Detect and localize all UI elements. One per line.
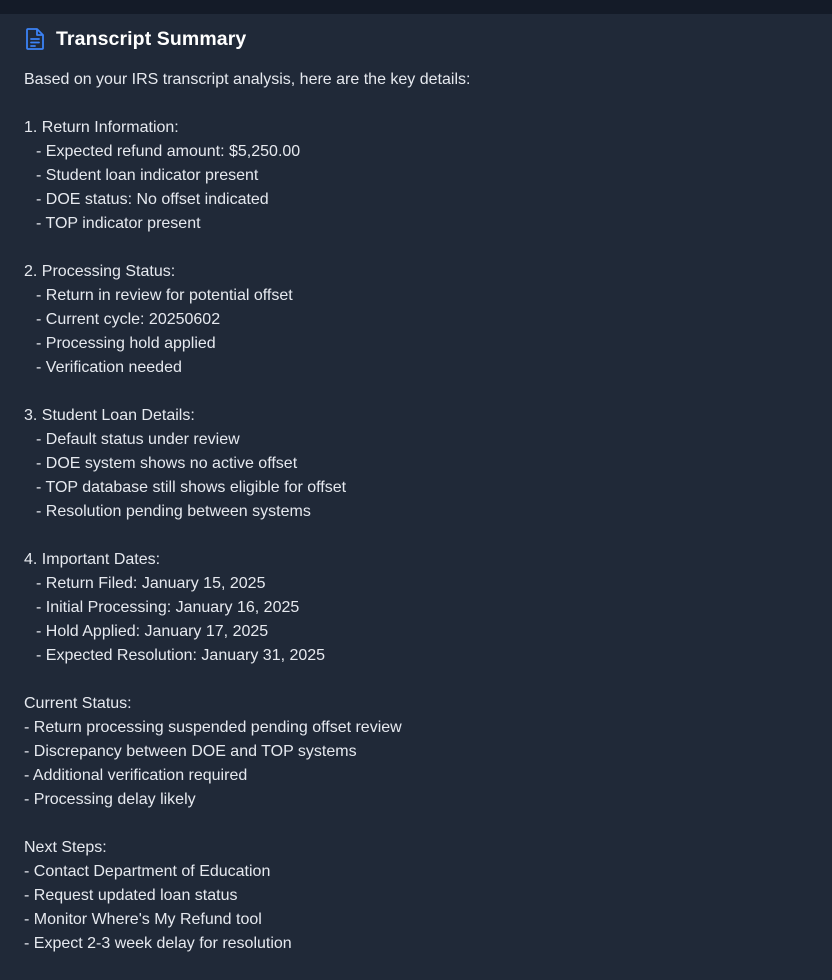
summary-content xyxy=(24,68,814,956)
list-item: - Expect 2-3 week delay for resolution xyxy=(24,935,292,952)
page-title: Transcript Summary xyxy=(56,27,247,50)
spacer xyxy=(24,92,814,116)
list-item: - Monitor Where's My Refund tool xyxy=(24,911,262,928)
list-item: - Expected refund amount: $5,250.00 xyxy=(36,143,301,160)
section-heading: 2. Processing Status: xyxy=(24,263,176,280)
list-item: - Discrepancy between DOE and TOP systems xyxy=(24,743,357,760)
list-item: - Expected Resolution: January 31, 2025 xyxy=(36,647,326,664)
list-item: - TOP indicator present xyxy=(36,215,201,232)
section-heading: 3. Student Loan Details: xyxy=(24,407,195,424)
spacer xyxy=(24,524,814,548)
document-icon xyxy=(24,27,46,51)
list-item: - DOE status: No offset indicated xyxy=(36,191,269,208)
spacer xyxy=(24,236,814,260)
list-item: - Default status under review xyxy=(36,431,240,448)
spacer xyxy=(24,380,814,404)
list-item: - Contact Department of Education xyxy=(24,863,271,880)
list-item: - Request updated loan status xyxy=(24,887,238,904)
list-item: - Additional verification required xyxy=(24,767,248,784)
list-item: - TOP database still shows eligible for offset xyxy=(36,479,347,496)
spacer xyxy=(24,812,814,836)
list-item: - Initial Processing: January 16, 2025 xyxy=(36,599,300,616)
list-item: - Return processing suspended pending offset review xyxy=(24,719,402,736)
list-item: - DOE system shows no active offset xyxy=(36,455,298,472)
list-item: - Hold Applied: January 17, 2025 xyxy=(36,623,269,640)
list-item: - Processing hold applied xyxy=(36,335,216,352)
section-heading: 4. Important Dates: xyxy=(24,551,161,568)
section-heading: 1. Return Information: xyxy=(24,119,179,136)
list-item: - Processing delay likely xyxy=(24,791,196,808)
spacer xyxy=(24,668,814,692)
list-item: - Resolution pending between systems xyxy=(36,503,311,520)
list-item: - Student loan indicator present xyxy=(36,167,259,184)
next-steps-heading: Next Steps: xyxy=(24,839,107,856)
top-bar xyxy=(0,0,832,14)
list-item: - Return in review for potential offset xyxy=(36,287,293,304)
panel-header xyxy=(24,26,246,52)
intro-text: Based on your IRS transcript analysis, here are the key details: xyxy=(24,71,471,88)
list-item: - Current cycle: 20250602 xyxy=(36,311,221,328)
list-item: - Verification needed xyxy=(36,359,182,376)
current-status-heading: Current Status: xyxy=(24,695,132,712)
list-item: - Return Filed: January 15, 2025 xyxy=(36,575,266,592)
